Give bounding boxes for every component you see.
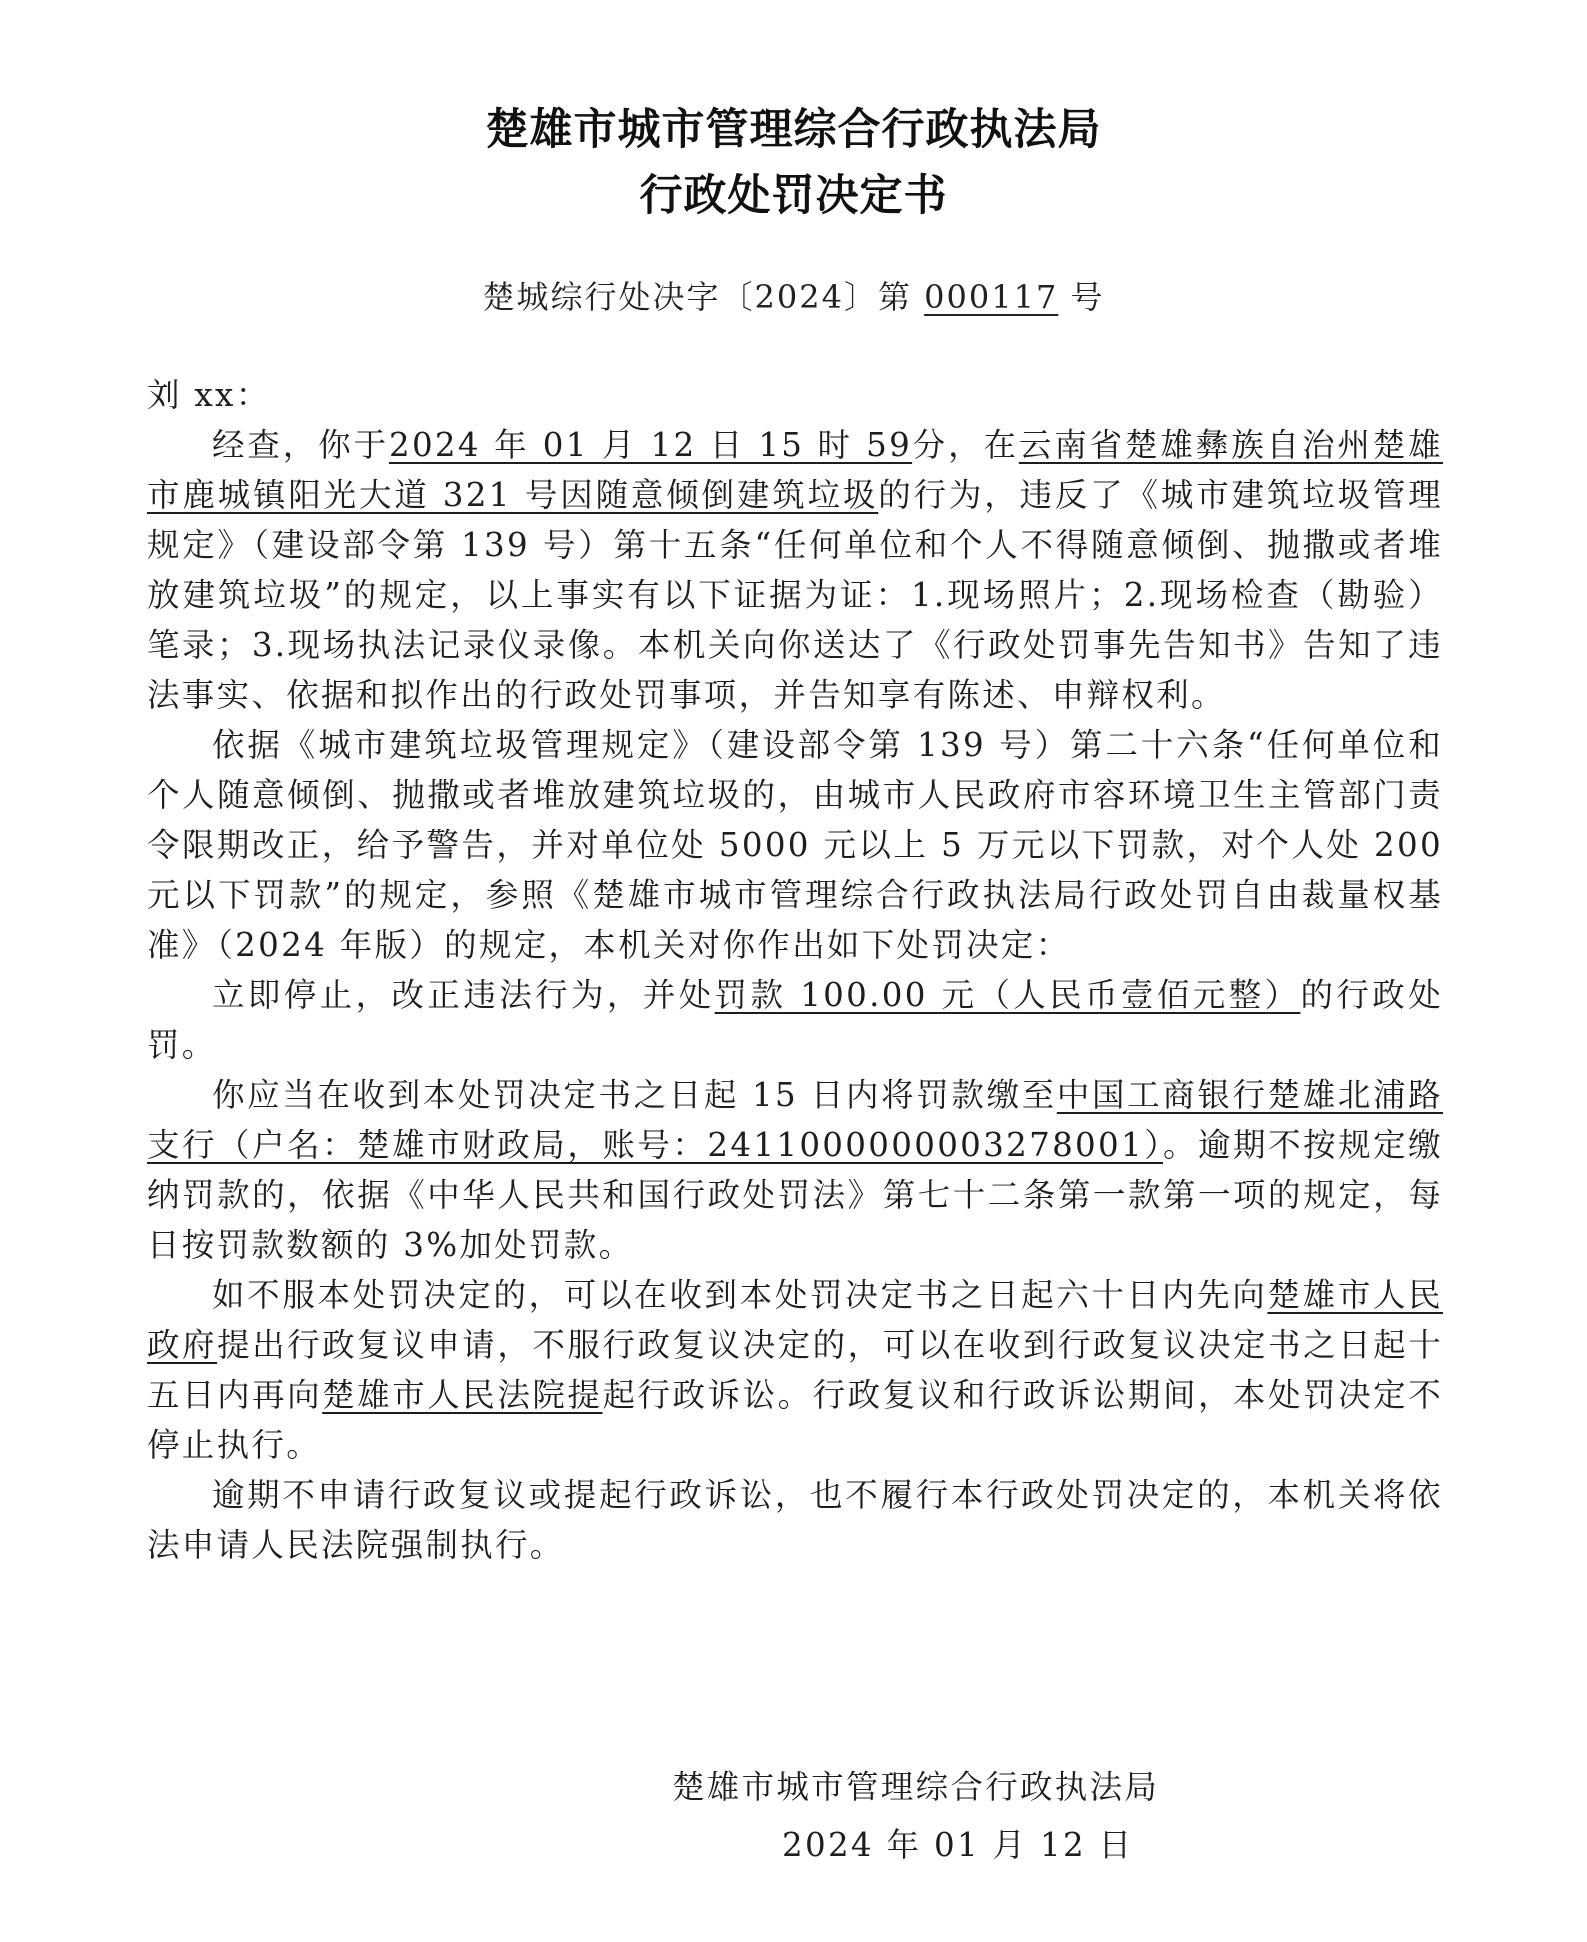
payment-intro: 你应当在收到本处罚决定书之日起 15 日内将罚款缴至: [212, 1076, 1057, 1114]
facts-detail: 的行为，违反了《城市建筑垃圾管理规定》（建设部令第 139 号）第十五条“任何单位和个人不得随意倾倒、抛撒或者堆放建筑垃圾”的规定，以上事实有以下证据为证：1.现场照片；2.现场检查（勘验）笔录；3.现场执法记录仪录像。本机关向你送达了《行政处罚事先告知书》告知了违法事实、依据和拟作出的行政处罚事项，并告知享有陈述、申辩权利。: [147, 476, 1443, 714]
violation-place: 云南省楚雄彝族自治州楚雄市鹿城镇阳光大道 321 号因随意倾倒建筑垃圾: [147, 426, 1443, 514]
document-title-agency: 楚雄市城市管理综合行政执法局: [485, 105, 1102, 155]
appeal-middle: 提出行政复议申请，不服行政复议决定的，可以在收到行政复议决定书之日起十五日内再向: [147, 1326, 1443, 1414]
paragraph-appeal: [147, 1270, 1443, 1470]
document-number: 000117: [924, 278, 1059, 316]
document-body: [147, 370, 1443, 1570]
document-number-line: [0, 272, 1587, 318]
paragraph-enforcement: 逾期不申请行政复议或提起行政诉讼，也不履行本行政处罚决定的，本机关将依法申请人民法院强制执行。: [147, 1476, 1443, 1564]
bank-account: 中国工商银行楚雄北浦路支行（户名：楚雄市财政局，账号：2411000000003278001）: [147, 1076, 1443, 1164]
document-number-suffix: 号: [1058, 278, 1105, 316]
paragraph-payment: [147, 1070, 1443, 1270]
appeal-intro: 如不服本处罚决定的，可以在收到本处罚决定书之日起六十日内先向: [212, 1276, 1268, 1314]
payment-late-fee: 。逾期不按规定缴纳罚款的，依据《中华人民共和国行政处罚法》第七十二条第一款第一项的规定，每日按罚款数额的 3%加处罚款。: [147, 1126, 1443, 1264]
document-title-type: 行政处罚决定书: [639, 171, 948, 221]
salutation: 刘 xx：: [147, 376, 271, 414]
signature-organization: 楚雄市城市管理综合行政执法局: [672, 1768, 1160, 1806]
decision-end: 的行政处罚。: [147, 976, 1443, 1064]
facts-intro: 经查，你于: [212, 426, 389, 464]
facts-connector: 分，在: [912, 426, 1019, 464]
appeal-end: 起行政诉讼。行政复议和行政诉讼期间，本处罚决定不停止执行。: [147, 1376, 1443, 1464]
signature-date: 2024 年 01 月 12 日: [782, 1826, 1134, 1864]
decision-intro: 立即停止，改正违法行为，并处: [212, 976, 715, 1014]
appeal-court: 楚雄市人民法院提: [322, 1376, 603, 1414]
paragraph-facts: [147, 420, 1443, 720]
paragraph-legal-basis: 依据《城市建筑垃圾管理规定》（建设部令第 139 号）第二十六条“任何单位和个人随意倾倒、抛撒或者堆放建筑垃圾的，由城市人民政府市容环境卫生主管部门责令限期改正，给予警告，并对单位处 5000 元以上 5 万元以下罚款，对个人处 200 元以下罚款”的规定，参照《楚雄市城市管理综合行政执法局行政处罚自由裁量权基准》（2024 年版）的规定，本机关对你作出如下处罚决定：: [147, 726, 1443, 964]
violation-time: 2024 年 01 月 12 日 15 时 59: [388, 426, 913, 464]
document-number-prefix: 楚城综行处决字〔2024〕第: [482, 278, 925, 316]
fine-amount: 罚款 100.00 元（人民币壹佰元整）: [714, 976, 1301, 1014]
appeal-government: 楚雄市人民政府: [147, 1276, 1443, 1364]
paragraph-decision: [147, 970, 1443, 1070]
